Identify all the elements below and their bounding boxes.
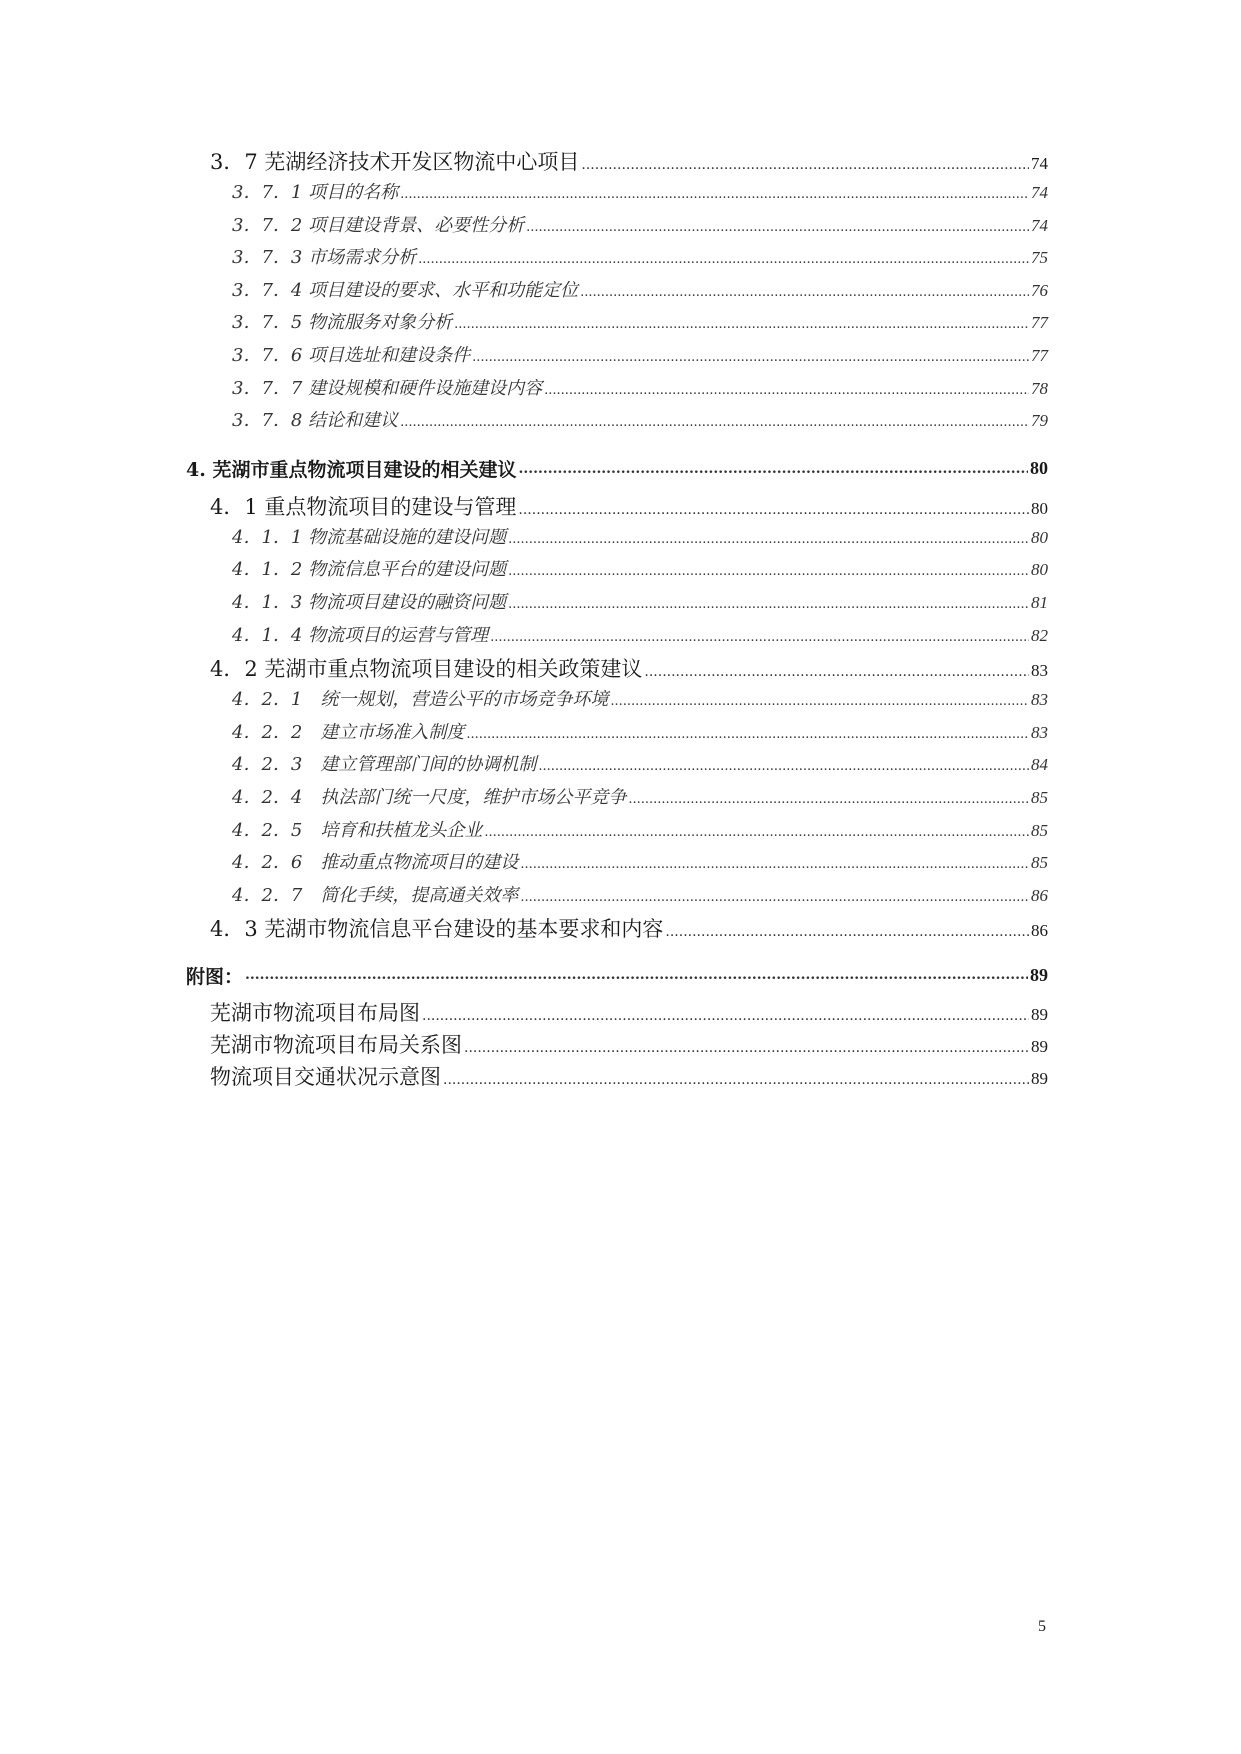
toc-entry[interactable]: [186, 718, 1048, 751]
toc-entry-label: 4．3 芜湖市物流信息平台建设的基本要求和内容: [210, 917, 664, 942]
dot-leader: [490, 630, 1029, 645]
toc-entry-page: 80: [1030, 458, 1048, 479]
toc-entry-label: 4．2．1 统一规划，营造公平的市场竞争环境: [232, 689, 609, 711]
dot-leader: [472, 350, 1029, 365]
toc-entry-page: 79: [1031, 411, 1048, 431]
toc-entry-label: 附图：: [186, 965, 244, 988]
dot-leader: [526, 220, 1029, 235]
toc-entry-page: 85: [1031, 820, 1048, 840]
toc-entry[interactable]: [186, 1061, 1048, 1093]
toc-entry[interactable]: [186, 1029, 1048, 1061]
toc-entry[interactable]: [186, 146, 1048, 178]
toc-entry[interactable]: [186, 555, 1048, 588]
toc-entry-page: 80: [1031, 527, 1048, 547]
toc-entry[interactable]: [186, 750, 1048, 783]
dot-leader: [544, 383, 1029, 398]
toc-entry-label: 4．2．2 建立市场准入制度: [232, 721, 465, 743]
dot-leader: [628, 792, 1029, 807]
toc-entry[interactable]: [186, 308, 1048, 341]
toc-entry[interactable]: [186, 341, 1048, 374]
toc-entry-label: 芜湖市物流项目布局关系图: [210, 1033, 462, 1058]
toc-entry-page: 74: [1031, 154, 1048, 173]
toc-entry-label: 3．7．5 物流服务对象分析: [232, 312, 453, 334]
toc-entry-label: 3．7．7 建设规模和硬件设施建设内容: [232, 377, 543, 399]
toc-entry[interactable]: [186, 178, 1048, 211]
dot-leader: [518, 461, 1028, 477]
toc-entry-page: 89: [1031, 1005, 1048, 1025]
toc-entry[interactable]: [186, 997, 1048, 1029]
toc-entry[interactable]: [186, 653, 1048, 685]
toc-entry[interactable]: [186, 783, 1048, 816]
toc-entry-page: 74: [1031, 183, 1048, 202]
toc-entry-label: 4．2．7 简化手续，提高通关效率: [232, 884, 519, 906]
dot-leader: [400, 187, 1029, 202]
toc-entry-page: 85: [1031, 787, 1048, 807]
toc-entry[interactable]: [186, 491, 1048, 523]
toc-entry-page: 75: [1031, 248, 1048, 268]
toc-entry-page: 74: [1031, 215, 1048, 235]
toc-entry[interactable]: [186, 816, 1048, 849]
dot-leader: [418, 252, 1029, 267]
toc-entry[interactable]: [186, 848, 1048, 881]
toc-entry-page: 82: [1031, 625, 1048, 645]
toc-chapter-entry[interactable]: [186, 447, 1048, 491]
page-number: 5: [1038, 1618, 1046, 1635]
toc-entry-page: 86: [1031, 885, 1048, 905]
toc-entry-page: 77: [1031, 313, 1048, 333]
dot-leader: [400, 415, 1029, 430]
dot-leader: [610, 694, 1029, 709]
dot-leader: [508, 564, 1029, 579]
toc-entry-label: 4．1 重点物流项目的建设与管理: [210, 494, 517, 519]
dot-leader: [454, 317, 1029, 332]
toc-entry-label: 物流项目交通状况示意图: [210, 1065, 441, 1090]
toc-entry-page: 78: [1031, 378, 1048, 398]
toc-entry-page: 84: [1031, 755, 1048, 775]
toc-entry-label: 3．7 芜湖经济技术开发区物流中心项目: [210, 150, 580, 174]
toc-entry-page: 83: [1031, 661, 1048, 681]
toc-entry-page: 81: [1031, 592, 1048, 612]
toc-entry-label: 4．2 芜湖市重点物流项目建设的相关政策建议: [210, 657, 643, 682]
toc-entry-page: 76: [1031, 280, 1048, 300]
toc-entry[interactable]: [186, 621, 1048, 654]
toc-entry-page: 83: [1031, 690, 1048, 710]
dot-leader: [508, 532, 1029, 547]
toc-entry-page: 86: [1031, 921, 1048, 941]
toc-entry-label: 4．1．4 物流项目的运营与管理: [232, 624, 489, 646]
toc-entry-label: 4. 芜湖市重点物流项目建设的相关建议: [186, 459, 517, 482]
toc-entry[interactable]: [186, 588, 1048, 621]
toc-entry-label: 4．2．5 培育和扶植龙头企业: [232, 819, 483, 841]
dot-leader: [520, 857, 1029, 872]
toc-entry[interactable]: [186, 374, 1048, 407]
toc-entry-label: 3．7．2 项目建设背景、必要性分析: [232, 214, 525, 236]
dot-leader: [484, 825, 1029, 840]
toc-entry-page: 83: [1031, 722, 1048, 742]
toc-entry-label: 3．7．1 项目的名称: [232, 182, 399, 203]
toc-entry-label: 3．7．8 结论和建议: [232, 410, 399, 432]
toc-entry[interactable]: [186, 406, 1048, 439]
dot-leader: [520, 890, 1029, 905]
dot-leader: [508, 597, 1029, 612]
toc-entry[interactable]: [186, 685, 1048, 718]
toc-entry-page: 89: [1030, 964, 1048, 985]
toc-entry-page: 80: [1031, 498, 1048, 518]
dot-leader: [443, 1072, 1029, 1088]
dot-leader: [464, 1040, 1029, 1056]
toc-entry-page: 89: [1031, 1037, 1048, 1057]
toc-entry[interactable]: [186, 243, 1048, 276]
toc-entry[interactable]: [186, 881, 1048, 914]
dot-leader: [518, 502, 1029, 518]
table-of-contents: [186, 146, 1048, 1093]
dot-leader: [466, 727, 1029, 742]
toc-entry-label: 4．2．3 建立管理部门间的协调机制: [232, 754, 537, 776]
toc-chapter-entry[interactable]: [186, 953, 1048, 997]
toc-entry-label: 4．1．1 物流基础设施的建设问题: [232, 526, 507, 548]
dot-leader: [580, 285, 1029, 300]
dot-leader: [422, 1008, 1029, 1024]
toc-entry-label: 3．7．3 市场需求分析: [232, 247, 417, 269]
toc-entry[interactable]: [186, 913, 1048, 945]
dot-leader: [581, 157, 1029, 173]
toc-entry-label: 4．2．4 执法部门统一尺度，维护市场公平竞争: [232, 786, 627, 808]
toc-entry-page: 77: [1031, 345, 1048, 365]
toc-entry-page: 80: [1031, 560, 1048, 580]
toc-entry[interactable]: [186, 211, 1048, 244]
toc-entry-label: 4．1．2 物流信息平台的建设问题: [232, 559, 507, 581]
dot-leader: [665, 924, 1029, 940]
toc-entry-label: 4．2．6 推动重点物流项目的建设: [232, 852, 519, 874]
toc-entry[interactable]: [186, 276, 1048, 309]
dot-leader: [245, 967, 1028, 983]
toc-entry-label: 3．7．6 项目选址和建设条件: [232, 344, 471, 366]
toc-entry-label: 芜湖市物流项目布局图: [210, 1001, 420, 1026]
toc-entry-label: 4．1．3 物流项目建设的融资问题: [232, 591, 507, 613]
toc-entry[interactable]: [186, 523, 1048, 556]
toc-entry-page: 85: [1031, 853, 1048, 873]
toc-entry-page: 89: [1031, 1069, 1048, 1089]
toc-entry-label: 3．7．4 项目建设的要求、水平和功能定位: [232, 279, 579, 301]
dot-leader: [538, 759, 1029, 774]
dot-leader: [644, 664, 1029, 680]
